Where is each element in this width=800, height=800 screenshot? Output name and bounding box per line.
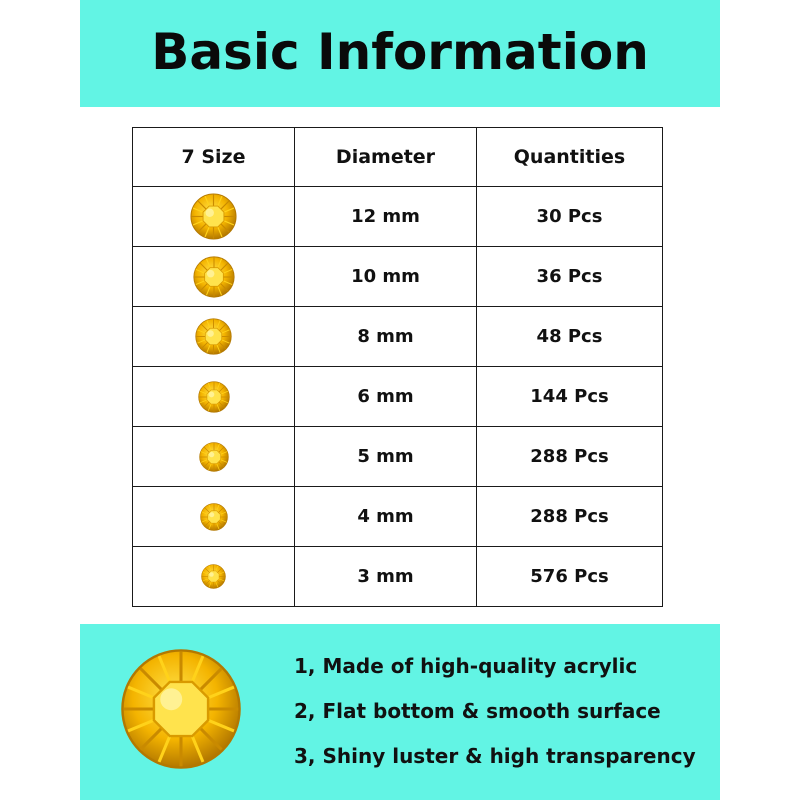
diameter-cell: 8 mm <box>295 307 477 367</box>
header-diameter: Diameter <box>295 128 477 187</box>
quantity-cell: 288 Pcs <box>477 487 663 547</box>
feature-list <box>294 650 696 785</box>
header-quantities: Quantities <box>477 128 663 187</box>
diameter-cell: 3 mm <box>295 547 477 607</box>
rhinestone-icon <box>195 318 232 355</box>
gem-cell <box>133 547 295 607</box>
table-row <box>133 547 663 607</box>
diameter-cell: 6 mm <box>295 367 477 427</box>
table-row <box>133 487 663 547</box>
gem-cell <box>133 427 295 487</box>
gem-cell <box>133 367 295 427</box>
quantity-cell: 144 Pcs <box>477 367 663 427</box>
quantity-cell: 36 Pcs <box>477 247 663 307</box>
quantity-cell: 48 Pcs <box>477 307 663 367</box>
diameter-cell: 4 mm <box>295 487 477 547</box>
table-row <box>133 427 663 487</box>
rhinestone-icon <box>190 193 237 240</box>
gem-cell <box>133 247 295 307</box>
quantity-cell: 30 Pcs <box>477 187 663 247</box>
rhinestone-icon <box>200 503 228 531</box>
feature-item: 3, Shiny luster & high transparency <box>294 744 696 768</box>
header-size: 7 Size <box>133 128 295 187</box>
quantity-cell: 288 Pcs <box>477 427 663 487</box>
rhinestone-icon <box>193 256 235 298</box>
feature-item: 2, Flat bottom & smooth surface <box>294 699 661 723</box>
gem-cell <box>133 187 295 247</box>
table-row <box>133 367 663 427</box>
diameter-cell: 12 mm <box>295 187 477 247</box>
gem-cell <box>133 307 295 367</box>
page-title: Basic Information <box>151 22 649 81</box>
title-banner <box>80 0 720 107</box>
rhinestone-icon <box>201 564 226 589</box>
rhinestone-icon <box>199 442 229 472</box>
rhinestone-icon <box>120 648 242 774</box>
quantity-cell: 576 Pcs <box>477 547 663 607</box>
gem-cell <box>133 487 295 547</box>
diameter-cell: 5 mm <box>295 427 477 487</box>
table-header-row <box>133 128 663 187</box>
diameter-cell: 10 mm <box>295 247 477 307</box>
table-row <box>133 247 663 307</box>
rhinestone-icon <box>198 381 230 413</box>
features-panel <box>80 624 720 800</box>
table-row <box>133 187 663 247</box>
feature-item: 1, Made of high-quality acrylic <box>294 654 638 678</box>
size-table <box>132 127 663 607</box>
table-row <box>133 307 663 367</box>
